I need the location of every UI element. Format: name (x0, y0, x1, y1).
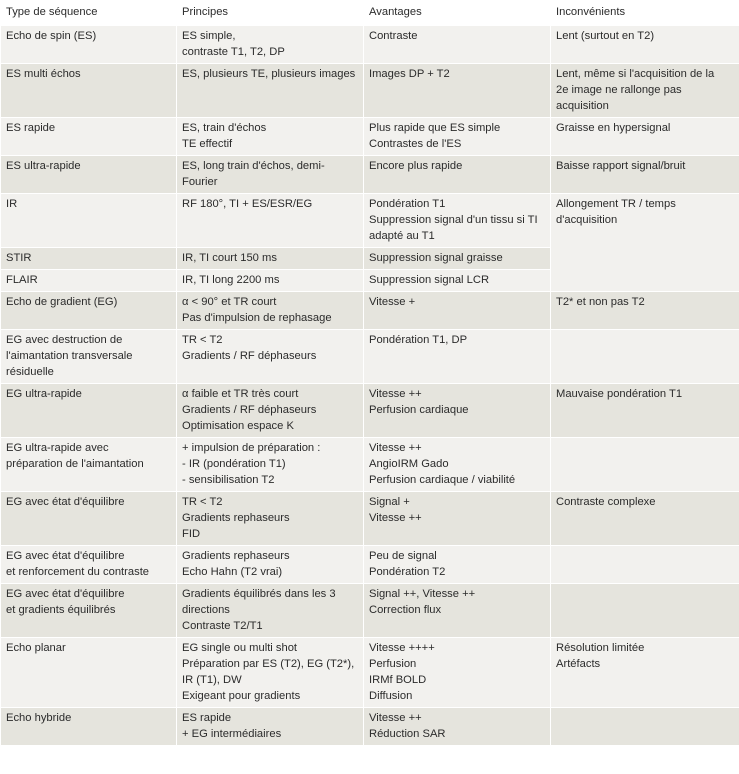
table-row (1, 25, 739, 64)
cell-line: EG avec destruction de (6, 334, 123, 346)
cell-principes (177, 492, 364, 546)
cell-avantages (364, 438, 551, 492)
cell-line: Plus rapide que ES simple (369, 122, 501, 134)
cell-line: Echo Hahn (T2 vrai) (182, 566, 283, 578)
cell-type (1, 584, 177, 638)
cell-line: Vitesse ++ (369, 712, 422, 724)
cell-line: FID (182, 528, 201, 540)
cell-line: ES ultra-rapide (6, 160, 81, 172)
cell-line: Vitesse ++ (369, 442, 422, 454)
table-row (1, 292, 739, 330)
cell-line: Gradients / RF déphaseurs (182, 404, 317, 416)
cell-inconvenients (551, 384, 739, 438)
cell-principes (177, 292, 364, 330)
cell-inconvenients (551, 25, 739, 64)
cell-avantages (364, 292, 551, 330)
cell-avantages (364, 384, 551, 438)
table-row (1, 708, 739, 746)
cell-line: RF 180°, TI + ES/ESR/EG (182, 198, 313, 210)
table-row (1, 438, 739, 492)
cell-line: Perfusion cardiaque (369, 404, 469, 416)
cell-line: Optimisation espace K (182, 420, 294, 432)
table-row (1, 384, 739, 438)
cell-line: Lent, même si l'acquisition de la (556, 68, 715, 80)
cell-line: STIR (6, 252, 32, 264)
cell-line: Diffusion (369, 690, 413, 702)
header-avantages: Avantages (364, 1, 551, 26)
cell-line: ES multi échos (6, 68, 81, 80)
cell-avantages (364, 194, 551, 248)
cell-type (1, 118, 177, 156)
cell-inconvenients (551, 708, 739, 746)
cell-line: Pondération T1 (369, 198, 446, 210)
cell-line: Contrastes de l'ES (369, 138, 462, 150)
cell-line: Préparation par ES (T2), EG (T2*), (182, 658, 355, 670)
cell-line: Pas d'impulsion de rephasage (182, 312, 332, 324)
cell-inconvenients (551, 438, 739, 492)
cell-line: 2e image ne rallonge pas (556, 84, 682, 96)
cell-line: directions (182, 604, 230, 616)
cell-principes (177, 708, 364, 746)
cell-line: - IR (pondération T1) (182, 458, 286, 470)
cell-type (1, 248, 177, 270)
cell-principes (177, 64, 364, 118)
table-row (1, 156, 739, 194)
table-row (1, 330, 739, 384)
cell-inconvenients (551, 330, 739, 384)
cell-line: Allongement TR / temps (556, 198, 676, 210)
table-row (1, 546, 739, 584)
cell-line: TR < T2 (182, 334, 223, 346)
table-row (1, 194, 739, 248)
cell-line: IR, TI court 150 ms (182, 252, 277, 264)
cell-line: Signal + (369, 496, 410, 508)
cell-line: acquisition (556, 100, 609, 112)
cell-line: EG ultra-rapide (6, 388, 82, 400)
cell-line: Perfusion cardiaque / viabilité (369, 474, 516, 486)
cell-inconvenients (551, 584, 739, 638)
cell-line: AngioIRM Gado (369, 458, 449, 470)
cell-avantages (364, 156, 551, 194)
cell-line: Pondération T2 (369, 566, 446, 578)
cell-type (1, 438, 177, 492)
cell-type (1, 492, 177, 546)
cell-line: FLAIR (6, 274, 38, 286)
cell-line: TR < T2 (182, 496, 223, 508)
cell-line: Vitesse ++ (369, 512, 422, 524)
cell-line: Echo hybride (6, 712, 72, 724)
header-row (1, 1, 739, 26)
cell-principes (177, 194, 364, 248)
cell-line: IR (6, 198, 18, 210)
cell-principes (177, 118, 364, 156)
cell-line: contraste T1, T2, DP (182, 46, 285, 58)
cell-principes (177, 270, 364, 292)
cell-line: Vitesse ++ (369, 388, 422, 400)
cell-line: ES simple, (182, 30, 236, 42)
cell-line: Contraste (369, 30, 418, 42)
header-principes: Principes (177, 1, 364, 26)
cell-inconvenients (551, 546, 739, 584)
cell-line: Fourier (182, 176, 218, 188)
cell-line: Suppression signal graisse (369, 252, 503, 264)
table-row (1, 64, 739, 118)
cell-inconvenients (551, 194, 739, 292)
cell-type (1, 708, 177, 746)
cell-line: + impulsion de préparation : (182, 442, 321, 454)
cell-line: ES rapide (6, 122, 56, 134)
table-row (1, 492, 739, 546)
cell-type (1, 64, 177, 118)
cell-line: d'acquisition (556, 214, 618, 226)
cell-principes (177, 384, 364, 438)
cell-line: Contraste complexe (556, 496, 656, 508)
cell-line: ES, plusieurs TE, plusieurs images (182, 68, 356, 80)
cell-line: EG single ou multi shot (182, 642, 298, 654)
cell-line: Images DP + T2 (369, 68, 450, 80)
cell-line: adapté au T1 (369, 230, 435, 242)
cell-principes (177, 330, 364, 384)
cell-line: + EG intermédiaires (182, 728, 282, 740)
cell-line: Contraste T2/T1 (182, 620, 263, 632)
cell-type (1, 546, 177, 584)
cell-principes (177, 546, 364, 584)
cell-line: Vitesse ++++ (369, 642, 435, 654)
cell-line: Graisse en hypersignal (556, 122, 671, 134)
cell-line: ES, train d'échos (182, 122, 267, 134)
cell-avantages (364, 492, 551, 546)
cell-inconvenients (551, 638, 739, 708)
header-inconvenients: Inconvénients (551, 1, 739, 26)
cell-avantages (364, 248, 551, 270)
cell-avantages (364, 64, 551, 118)
table-row (1, 118, 739, 156)
cell-line: résiduelle (6, 366, 54, 378)
cell-type (1, 330, 177, 384)
cell-avantages (364, 330, 551, 384)
cell-line: EG avec état d'équilibre (6, 496, 125, 508)
cell-principes (177, 438, 364, 492)
cell-line: IR (T1), DW (182, 674, 242, 686)
cell-line: et renforcement du contraste (6, 566, 150, 578)
cell-line: préparation de l'aimantation (6, 458, 144, 470)
cell-avantages (364, 638, 551, 708)
cell-type (1, 292, 177, 330)
cell-line: EG avec état d'équilibre (6, 588, 125, 600)
cell-principes (177, 156, 364, 194)
header-type: Type de séquence (1, 1, 177, 26)
cell-line: ES rapide (182, 712, 232, 724)
cell-avantages (364, 270, 551, 292)
cell-line: Gradients rephaseurs (182, 550, 290, 562)
cell-line: TE effectif (182, 138, 233, 150)
cell-principes (177, 638, 364, 708)
cell-line: Echo planar (6, 642, 66, 654)
cell-line: Peu de signal (369, 550, 437, 562)
cell-line: et gradients équilibrés (6, 604, 116, 616)
cell-principes (177, 25, 364, 64)
cell-line: Exigeant pour gradients (182, 690, 301, 702)
cell-line: Baisse rapport signal/bruit (556, 160, 686, 172)
cell-inconvenients (551, 492, 739, 546)
cell-line: Suppression signal LCR (369, 274, 490, 286)
cell-line: EG ultra-rapide avec (6, 442, 109, 454)
cell-inconvenients (551, 292, 739, 330)
cell-line: Echo de gradient (EG) (6, 296, 118, 308)
cell-avantages (364, 118, 551, 156)
cell-type (1, 270, 177, 292)
cell-line: Vitesse + (369, 296, 416, 308)
cell-type (1, 156, 177, 194)
cell-line: Réduction SAR (369, 728, 446, 740)
cell-principes (177, 584, 364, 638)
cell-line: l'aimantation transversale (6, 350, 133, 362)
cell-line: α faible et TR très court (182, 388, 299, 400)
cell-line: Mauvaise pondération T1 (556, 388, 683, 400)
cell-inconvenients (551, 118, 739, 156)
cell-line: - sensibilisation T2 (182, 474, 275, 486)
cell-line: Pondération T1, DP (369, 334, 468, 346)
cell-inconvenients (551, 156, 739, 194)
cell-line: IRMf BOLD (369, 674, 427, 686)
cell-line: Echo de spin (ES) (6, 30, 97, 42)
cell-line: EG avec état d'équilibre (6, 550, 125, 562)
cell-line: Lent (surtout en T2) (556, 30, 655, 42)
cell-avantages (364, 546, 551, 584)
table-row (1, 638, 739, 708)
cell-line: Gradients rephaseurs (182, 512, 290, 524)
cell-line: IR, TI long 2200 ms (182, 274, 280, 286)
cell-avantages (364, 584, 551, 638)
cell-line: Artéfacts (556, 658, 601, 670)
cell-avantages (364, 708, 551, 746)
cell-type (1, 25, 177, 64)
cell-principes (177, 248, 364, 270)
cell-type (1, 384, 177, 438)
cell-line: Encore plus rapide (369, 160, 463, 172)
cell-line: ES, long train d'échos, demi- (182, 160, 325, 172)
cell-type (1, 638, 177, 708)
cell-line: Correction flux (369, 604, 442, 616)
table-body (1, 25, 739, 746)
cell-type (1, 194, 177, 248)
cell-line: Résolution limitée (556, 642, 645, 654)
cell-line: α < 90° et TR court (182, 296, 277, 308)
cell-line: Gradients équilibrés dans les 3 (182, 588, 336, 600)
cell-line: T2* et non pas T2 (556, 296, 645, 308)
table-row (1, 584, 739, 638)
cell-avantages (364, 25, 551, 64)
cell-inconvenients (551, 64, 739, 118)
cell-line: Gradients / RF déphaseurs (182, 350, 317, 362)
cell-line: Suppression signal d'un tissu si TI (369, 214, 538, 226)
cell-line: Perfusion (369, 658, 417, 670)
cell-line: Signal ++, Vitesse ++ (369, 588, 476, 600)
